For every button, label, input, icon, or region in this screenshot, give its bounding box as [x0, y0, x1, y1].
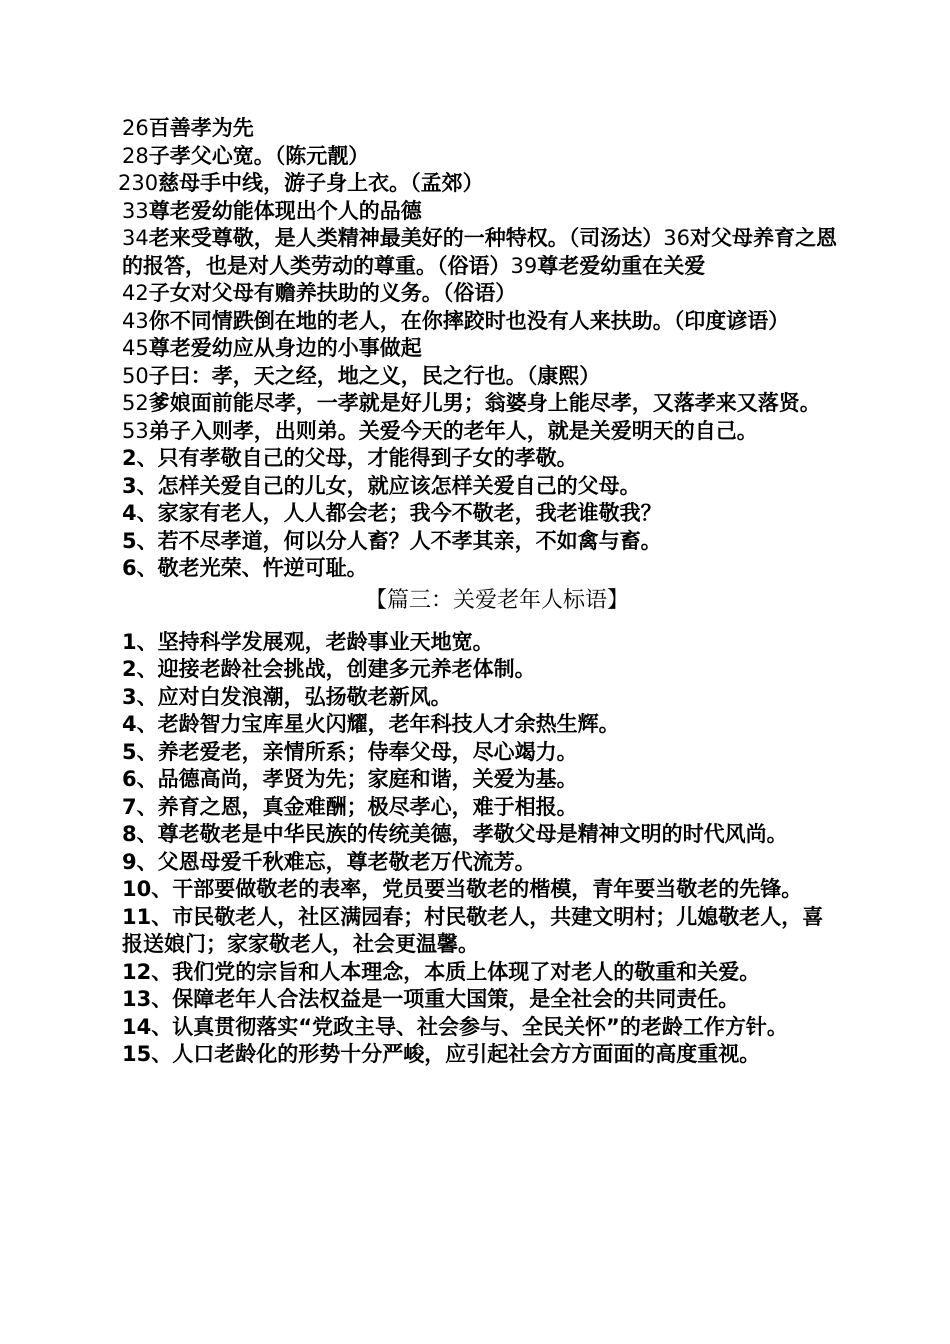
quote-text: 老来受尊敬，是人类精神最美好的一种特权。（司汤达）	[148, 226, 664, 250]
list-item: 4、家家有老人，人人都会老；我今不敬老，我老谁敬我？	[122, 501, 662, 525]
quote-number: 45	[122, 336, 149, 360]
quote-text: 爹娘面前能尽孝，一孝就是好儿男；翁婆身上能尽孝，又落孝来又落贤。	[148, 391, 821, 415]
quote-number: 26	[122, 116, 149, 140]
slogan-item: 11、市民敬老人，社区满园春；村民敬老人，共建文明村；儿媳敬老人，喜报送娘门；家家敬老人，社会更温馨。	[122, 904, 824, 956]
slogan-item: 10、干部要做敬老的表率，党员要当敬老的楷模，青年要当敬老的先锋。	[122, 877, 803, 901]
quote-text: 弟子入则孝，出则弟。关爱今天的老年人，就是关爱明天的自己。	[148, 418, 758, 443]
quote-paragraph	[118, 308, 840, 336]
list-item: 3、怎样关爱自己的儿女，就应该怎样关爱自己的父母。	[122, 473, 641, 498]
list-item: 5、若不尽孝道，何以分人畜？人不孝其亲，不如禽与畜。	[122, 528, 662, 553]
document-body	[118, 115, 840, 1069]
slogan-item: 7、养育之恩，真金难酬；极尽孝心，难于相报。	[122, 794, 578, 819]
list-item: 2、只有孝敬自己的父母，才能得到子女的孝敬。	[122, 446, 578, 470]
quote-line	[118, 335, 840, 363]
quote-paragraph	[118, 390, 840, 418]
quote-text: 子女对父母有赡养扶助的义务。（俗语）	[148, 281, 517, 305]
slogan-item: 9、父恩母爱千秋难忘，尊老敬老万代流芳。	[122, 849, 536, 874]
quote-number: 36	[663, 226, 690, 250]
slogan-item: 14、认真贯彻落实“党政主导、社会参与、全民关怀”的老龄工作方针。	[122, 1014, 788, 1039]
quote-number: 50	[122, 363, 149, 388]
slogan-item: 15、人口老龄化的形势十分严峻，应引起社会方方面面的高度重视。	[122, 1042, 761, 1066]
quote-line	[118, 418, 840, 446]
quote-line	[118, 143, 840, 171]
quote-text: 慈母手中线，游子身上衣。（孟郊）	[158, 171, 484, 195]
quote-text: 你不同情跌倒在地的老人，在你摔跤时也没有人来扶助。（印度谚语）	[148, 308, 790, 333]
slogan-item: 12、我们党的宗旨和人本理念，本质上体现了对老人的敬重和关爱。	[122, 959, 761, 984]
slogan-item: 5、养老爱老，亲情所系；侍奉父母，尽心竭力。	[122, 739, 578, 764]
quote-text: 尊老爱幼应从身边的小事做起	[148, 336, 422, 360]
slogan-item: 4、老龄智力宝库星火闪耀，老年科技人才余热生辉。	[122, 712, 620, 736]
quote-line	[118, 280, 840, 308]
quote-line	[118, 115, 840, 143]
quote-line	[118, 170, 840, 198]
quote-paragraph	[118, 225, 840, 280]
quote-number: 42	[122, 281, 149, 305]
quote-number: 52	[122, 391, 149, 415]
quote-number: 43	[122, 308, 149, 333]
slogan-item: 13、保障老年人合法权益是一项重大国策，是全社会的共同责任。	[122, 987, 740, 1011]
quote-number: 230	[118, 171, 159, 195]
slogan-item: 3、应对白发浪潮，弘扬敬老新风。	[122, 684, 452, 709]
quote-text: 尊老爱幼重在关爱	[537, 253, 706, 278]
list-item: 6、敬老光荣、忤逆可耻。	[122, 556, 368, 580]
slogan-item: 6、品德高尚，孝贤为先；家庭和谐，关爱为基。	[122, 767, 578, 791]
section-heading: 【篇三：关爱老年人标语】	[364, 587, 629, 613]
quote-text: 尊老爱幼能体现出个人的品德	[148, 198, 422, 223]
quote-line	[118, 198, 840, 226]
quote-number: 28	[122, 143, 149, 168]
slogan-item: 1、坚持科学发展观，老龄事业天地宽。	[122, 629, 494, 654]
slogan-item: 8、尊老敬老是中华民族的传统美德，孝敬父母是精神文明的时代风尚。	[122, 822, 788, 846]
quote-number: 33	[122, 198, 149, 223]
quote-number: 34	[122, 226, 149, 250]
quote-text: 子孝父心宽。（陈元靓）	[148, 143, 370, 168]
quote-number: 39	[510, 253, 538, 278]
quote-number: 53	[122, 418, 149, 443]
quote-text: 子曰：孝，天之经，地之义，民之行也。（康熙）	[148, 363, 601, 388]
quote-text: 对父母养育之恩的报答，也是对人类劳动的尊重。（俗语）	[122, 226, 837, 278]
slogan-item: 2、迎接老龄社会挑战，创建多元养老体制。	[122, 657, 536, 681]
quote-line	[118, 363, 840, 391]
quote-text: 百善孝为先	[148, 116, 254, 140]
